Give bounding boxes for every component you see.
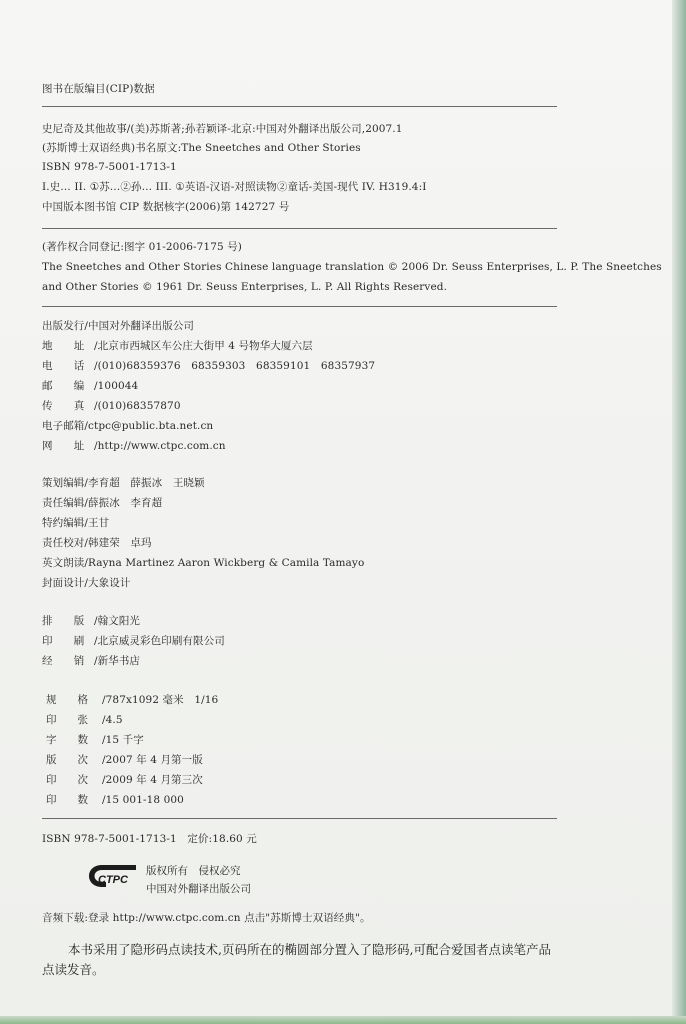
- page-edge-bottom: [0, 1016, 686, 1024]
- spec-label: 版 次: [46, 754, 88, 766]
- publisher-address: [42, 339, 313, 353]
- editor-line: 英文朗读/Rayna Martinez Aaron Wickberg & Camila Tamayo: [42, 557, 365, 569]
- spec-format: [46, 693, 218, 707]
- spec-value: /15 001-18 000: [102, 794, 184, 806]
- ctpc-logo-text: CTPC: [98, 874, 128, 886]
- editor-line: 特约编辑/王甘: [42, 517, 110, 529]
- publisher-line: 出版发行/中国对外翻译出版公司: [42, 320, 195, 332]
- spec-value: /15 千字: [102, 734, 144, 746]
- fax-label: 传 真: [42, 400, 85, 412]
- divider: [42, 306, 557, 307]
- production-value: /北京威灵彩色印刷有限公司: [94, 635, 225, 647]
- phone-label: 电 话: [42, 360, 85, 372]
- cip-heading: 图书在版编目(CIP)数据: [42, 83, 155, 95]
- postcode-value: /100044: [94, 380, 139, 392]
- editor-line: 责任编辑/薛振冰 李育超: [42, 497, 163, 509]
- divider: [42, 228, 557, 229]
- publisher-postcode: [42, 379, 138, 393]
- ctpc-logo: [86, 862, 138, 890]
- copyright-registration: (著作权合同登记:图字 01-2006-7175 号): [42, 241, 243, 253]
- fax-value: /(010)68357870: [94, 400, 181, 412]
- copyright-notice-line: and Other Stories © 1961 Dr. Seuss Enterprises, L. P. All Rights Reserved.: [42, 281, 448, 293]
- rights-statement: 版权所有 侵权必究: [146, 865, 241, 877]
- spec-label: 规 格: [46, 694, 88, 706]
- spec-value: /787x1092 毫米 1/16: [102, 694, 219, 706]
- divider: [42, 106, 557, 107]
- spec-print-run: [46, 793, 184, 807]
- spec-sheets: [46, 713, 123, 727]
- spec-label: 印 次: [46, 774, 88, 786]
- website-value: /http://www.ctpc.com.cn: [94, 440, 226, 452]
- audio-download: 音频下载:登录 http://www.ctpc.com.cn 点击"苏斯博士双语经典"。: [42, 912, 371, 924]
- production-printing: [42, 634, 225, 648]
- address-label: 地 址: [42, 340, 85, 352]
- editor-line: 责任校对/韩建荣 卓玛: [42, 537, 152, 549]
- isbn-price: ISBN 978-7-5001-1713-1 定价:18.60 元: [42, 833, 257, 845]
- spec-word-count: [46, 733, 144, 747]
- cip-record-number: 中国版本图书馆 CIP 数据核字(2006)第 142727 号: [42, 201, 290, 213]
- copyright-notice-line: The Sneetches and Other Stories Chinese language translation © 2006 Dr. Seuss Enterprises, L. P. The Sneetches: [42, 261, 662, 273]
- reading-pen-note: 本书采用了隐形码点读技术,页码所在的椭圆部分置入了隐形码,可配合爱国者点读笔产品点读发音。: [42, 942, 551, 977]
- postcode-label: 邮 编: [42, 380, 85, 392]
- production-label: 印 刷: [42, 635, 85, 647]
- spec-value: /2007 年 4 月第一版: [102, 754, 203, 766]
- cip-line: 史尼奇及其他故事/(美)苏斯著;孙若颖译-北京:中国对外翻译出版公司,2007.1: [42, 123, 403, 135]
- phone-value: /(010)68359376 68359303 68359101 68357937: [94, 360, 376, 372]
- cip-line: (苏斯博士双语经典)书名原文:The Sneetches and Other Stories: [42, 142, 361, 154]
- spec-value: /4.5: [102, 714, 123, 726]
- spec-label: 印 数: [46, 794, 88, 806]
- production-label: 排 版: [42, 615, 85, 627]
- spec-value: /2009 年 4 月第三次: [102, 774, 203, 786]
- production-value: /翰文阳光: [94, 615, 141, 627]
- publisher-website: [42, 439, 226, 453]
- spec-label: 印 张: [46, 714, 88, 726]
- editor-line: 策划编辑/李育超 薛振冰 王晓颖: [42, 477, 205, 489]
- website-label: 网 址: [42, 440, 85, 452]
- editor-line: 封面设计/大象设计: [42, 577, 131, 589]
- address-value: /北京市西城区车公庄大街甲 4 号物华大厦六层: [94, 340, 313, 352]
- ctpc-logo-icon: [86, 862, 138, 890]
- publisher-email: 电子邮箱/ctpc@public.bta.net.cn: [42, 420, 214, 432]
- cip-isbn: ISBN 978-7-5001-1713-1: [42, 161, 177, 173]
- production-distribution: [42, 654, 140, 668]
- spec-printing: [46, 773, 203, 787]
- production-label: 经 销: [42, 655, 85, 667]
- page-edge-right: [672, 0, 686, 1024]
- company-name: 中国对外翻译出版公司: [146, 883, 251, 895]
- spec-label: 字 数: [46, 734, 88, 746]
- divider: [42, 818, 557, 819]
- publisher-fax: [42, 399, 181, 413]
- production-value: /新华书店: [94, 655, 141, 667]
- production-typesetting: [42, 614, 140, 628]
- spec-edition: [46, 753, 203, 767]
- cip-classification: I.史… II. ①苏…②孙… III. ①英语-汉语-对照读物②童话-美国-现代 IV. H319.4:I: [42, 181, 427, 193]
- publisher-phone: [42, 359, 375, 373]
